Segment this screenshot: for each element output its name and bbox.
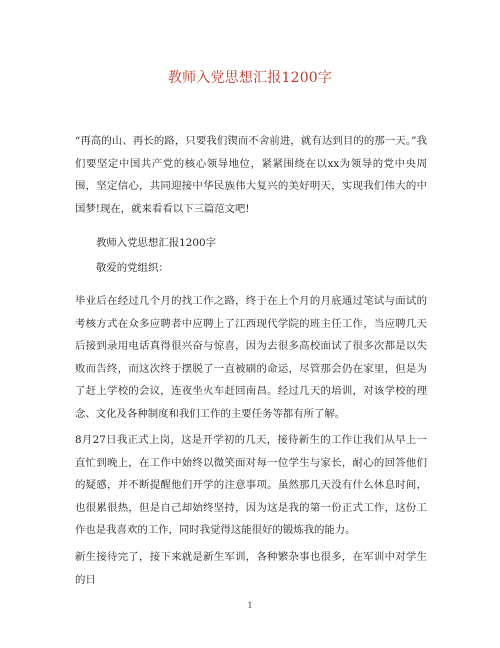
- body-paragraph: 毕业后在经过几个月的找工作之路，终于在上个月的月底通过笔试与面试的考核方式在众多应聘者中应聘上了江西现代学院的班主任工作，当应聘几天后接到录用电话真得很兴奋与惊喜，因为去很多高校面试了很多次都是以失败而告终，而这次终于摆脱了一直被刷的命运，尽管那会仍在家里，但是为了赶上学校的会议，连夜坐火车赶回南昌。经过几天的培训，对该学校的理念、文化及各种制度和我们工作的主要任务等都有所了解。: [75, 295, 427, 420]
- intro-paragraph: “再高的山、再长的路，只要我们锲而不舍前进，就有达到目的的那一天。”我们要坚定中国共产党的核心领导地位，紧紧围绕在以xx为领导的党中央周围，坚定信心，共同迎接中华民族伟大复兴的美好明天，实现我们伟大的中国梦!现在，就来看看以下三篇范文吧!: [75, 135, 427, 215]
- page-number: 1: [247, 601, 253, 610]
- document-title: 教师入党思想汇报1200字: [167, 70, 333, 86]
- salutation-paragraph: 敬爱的党组织：: [96, 262, 169, 274]
- body-paragraph: 新生接待完了，接下来就是新生军训，各种繁杂事也很多，在军训中对学生的日: [75, 551, 427, 586]
- subheading-paragraph: 教师入党思想汇报1200字: [96, 237, 216, 249]
- body-paragraph: 8月27日我正式上岗，这是开学初的几天，接待新生的工作让我们从早上一直忙到晚上，在工作中始终以微笑面对每一位学生与家长，耐心的回答他们的疑感，并不断提醒他们开学的注意事项。虽然那几天没有什么休息时间，也很累很热，但是自己却始终坚持，因为这是我的第一份正式工作，这份工作也是我喜欢的工作，同时我觉得这能很好的锻炼我的能力。: [75, 434, 427, 536]
